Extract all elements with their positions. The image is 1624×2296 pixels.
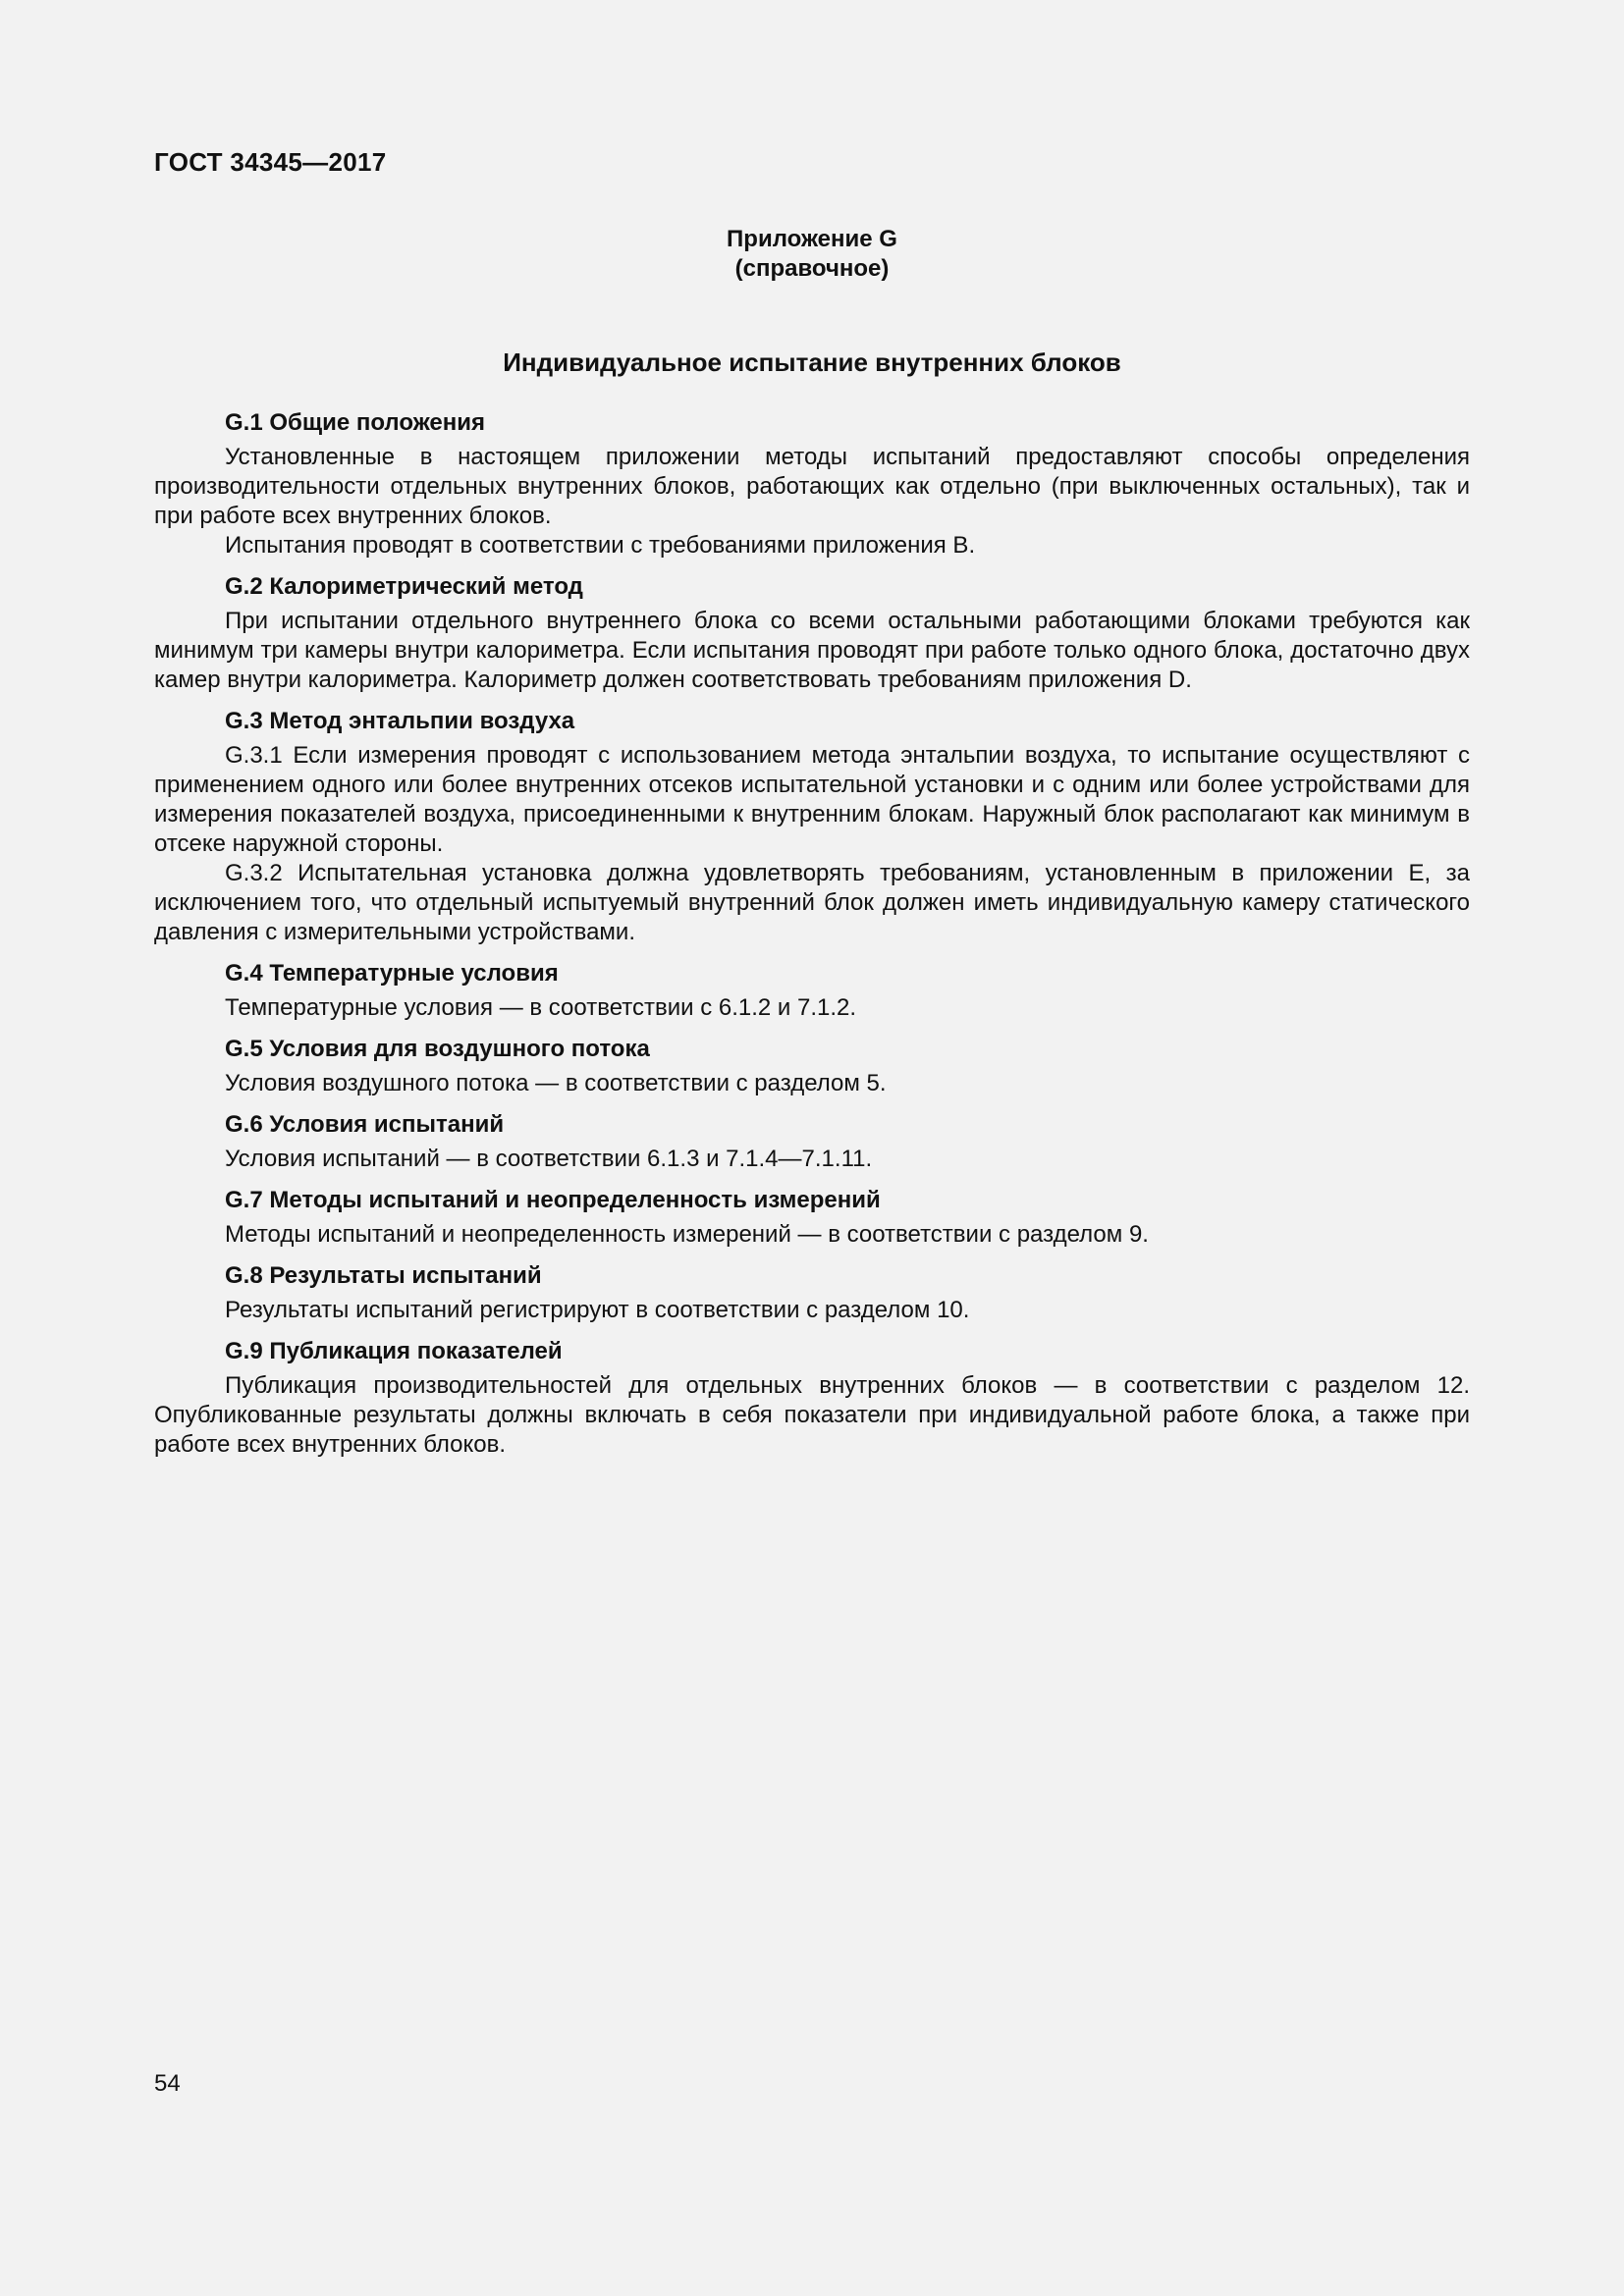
section-title: G.4 Температурные условия bbox=[225, 960, 559, 987]
section-g3 bbox=[154, 707, 1470, 947]
page-number: 54 bbox=[154, 2070, 181, 2097]
annex-title: Индивидуальное испытание внутренних блоков bbox=[503, 347, 1121, 377]
section-title: G.7 Методы испытаний и неопределенность измерений bbox=[225, 1187, 881, 1213]
paragraph: Испытания проводят в соответствии с требованиями приложения В. bbox=[225, 532, 976, 559]
paragraph: Условия воздушного потока — в соответствии с разделом 5. bbox=[225, 1070, 887, 1096]
section-g1 bbox=[154, 408, 1470, 561]
paragraph: Температурные условия — в соответствии с 6.1.2 и 7.1.2. bbox=[225, 994, 857, 1021]
section-g9 bbox=[154, 1337, 1470, 1460]
paragraph: Условия испытаний — в соответствии 6.1.3 и 7.1.4—7.1.11. bbox=[225, 1146, 873, 1172]
paragraph: Публикация производительностей для отдельных внутренних блоков — в соответствии с разделом 12. Опубликованные результаты должны включать в себя показатели при индивидуальной работе блока, а также при работе всех внутренних блоков. bbox=[154, 1372, 1470, 1458]
paragraph: Методы испытаний и неопределенность измерений — в соответствии с разделом 9. bbox=[225, 1221, 1149, 1248]
annex-status: (справочное) bbox=[734, 255, 890, 282]
section-title: G.5 Условия для воздушного потока bbox=[225, 1036, 650, 1062]
paragraph: Установленные в настоящем приложении методы испытаний предоставляют способы определения производительности отдельных внутренних блоков, работающих как отдельно (при выключенных остальных), так и при работе всех внутренних блоков. bbox=[154, 444, 1470, 529]
section-title: G.2 Калориметрический метод bbox=[225, 573, 583, 600]
section-g2 bbox=[154, 572, 1470, 695]
annex-label: Приложение G bbox=[727, 226, 897, 252]
section-title: G.9 Публикация показателей bbox=[225, 1338, 563, 1364]
document-code: ГОСТ 34345—2017 bbox=[154, 147, 387, 177]
paragraph: При испытании отдельного внутреннего блока со всеми остальными работающими блоками требуются как минимум три камеры внутри калориметра. Если испытания проводят при работе только одного блока, достаточно двух камер внутри калориметра. Калориметр должен соответствовать требованиям приложения D. bbox=[154, 608, 1470, 693]
section-title: G.6 Условия испытаний bbox=[225, 1111, 505, 1138]
section-g5 bbox=[154, 1035, 1470, 1098]
paragraph: G.3.1 Если измерения проводят с использованием метода энтальпии воздуха, то испытание осуществляют с применением одного или более внутренних отсеков испытательной установки и с одним или более устройствами для измерения показателей воздуха, присоединенными к внутренним блокам. Наружный блок располагают как минимум в отсеке наружной стороны. bbox=[154, 742, 1470, 857]
section-g8 bbox=[154, 1261, 1470, 1325]
paragraph: G.3.2 Испытательная установка должна удовлетворять требованиям, установленным в приложении Е, за исключением того, что отдельный испытуемый внутренний блок должен иметь индивидуальную камеру статического давления с измерительными устройствами. bbox=[154, 860, 1470, 945]
section-title: G.8 Результаты испытаний bbox=[225, 1262, 542, 1289]
annex-heading bbox=[0, 225, 1624, 284]
section-g7 bbox=[154, 1186, 1470, 1250]
section-title: G.3 Метод энтальпии воздуха bbox=[225, 708, 575, 734]
annex-body bbox=[154, 408, 1470, 1471]
paragraph: Результаты испытаний регистрируют в соответствии с разделом 10. bbox=[225, 1297, 970, 1323]
section-title: G.1 Общие положения bbox=[225, 409, 485, 436]
section-g6 bbox=[154, 1110, 1470, 1174]
section-g4 bbox=[154, 959, 1470, 1023]
